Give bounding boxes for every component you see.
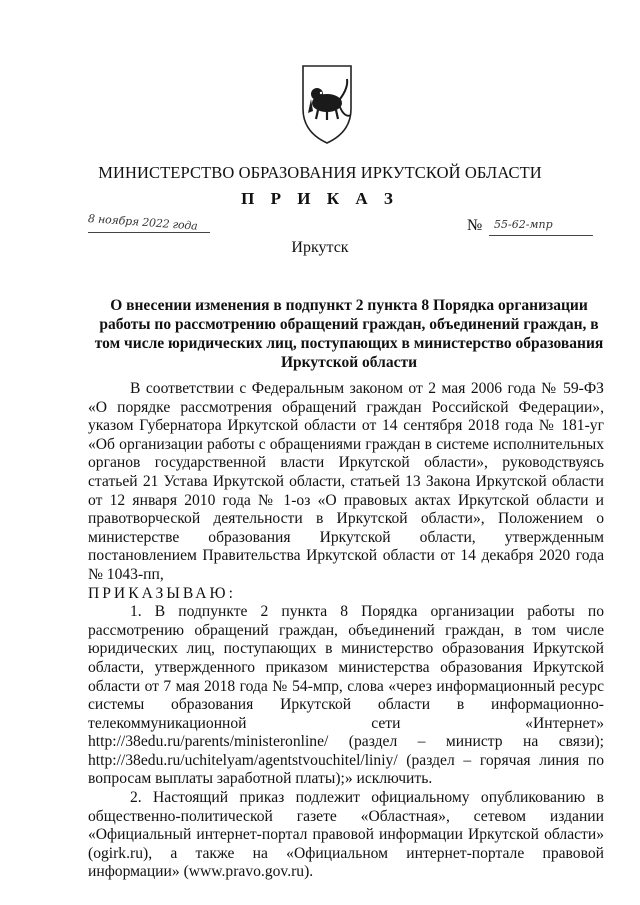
- order-title: П Р И К А З: [241, 189, 399, 208]
- order-subject: О внесении изменения в подпункт 2 пункта 8 Порядка организации работы по рассмотрению обращений граждан, объединений граждан, в том числе юридических лиц, поступающих в министерство образования Иркутской области: [94, 297, 604, 371]
- handwritten-date: 8 ноября 2022 года: [87, 212, 198, 233]
- handwritten-order-number: 55-62-мпр: [494, 218, 553, 231]
- number-underline: [489, 235, 593, 236]
- ministry-name: МИНИСТЕРСТВО ОБРАЗОВАНИЯ ИРКУТСКОЙ ОБЛАСТИ: [98, 163, 542, 182]
- order-number-label: №: [467, 217, 483, 234]
- order-item-1: 1. В подпункте 2 пункта 8 Порядка организации работы по рассмотрению обращений граждан, объединений граждан, в том числе юридических лиц, поступающих в министерство образования Иркутской области, утвержденного приказом министерства образования Иркутской области от 7 мая 2018 года № 54-мпр, слова «через информационный ресурс системы образования Иркутской области в информационно-телекоммуникационной сети «Интернет» http://38edu.ru/parents/ministeronline/ (раздел – министр на связи); http://38edu.ru/uchitelyam/agentstvouchitel/liniy/ (раздел – горячая линия по вопросам выплаты заработной платы);» исключить.: [88, 603, 604, 788]
- orders-word: ПРИКАЗЫВАЮ:: [88, 584, 236, 602]
- date-underline: [88, 232, 210, 233]
- coat-of-arms-icon: [300, 63, 354, 145]
- order-body: [88, 380, 604, 882]
- city: Иркутск: [291, 239, 349, 256]
- order-item-2: 2. Настоящий приказ подлежит официальному опубликованию в общественно-политической газете «Областная», сетевом издании «Официальный интернет-портал правовой информации Иркутской области» (ogirk.ru), а также на «Официальном интернет-портале правовой информации» (www.pravo.gov.ru).: [88, 789, 604, 881]
- preamble-paragraph: В соответствии с Федеральным законом от 2 мая 2006 года № 59-ФЗ «О порядке рассмотрения обращений граждан Российской Федерации», указом Губернатора Иркутской области от 14 сентября 2018 года № 181-уг «Об организации работы с обращениями граждан в системе исполнительных органов государственной власти Иркутской области», руководствуясь статьей 21 Устава Иркутской области, статьей 13 Закона Иркутской области от 12 января 2010 года № 1-оз «О правовых актах Иркутской области и правотворческой деятельности в Иркутской области», Положением о министерстве образования Иркутской области, утвержденным постановлением Правительства Иркутской области от 14 декабря 2020 года № 1043-пп,: [88, 380, 604, 583]
